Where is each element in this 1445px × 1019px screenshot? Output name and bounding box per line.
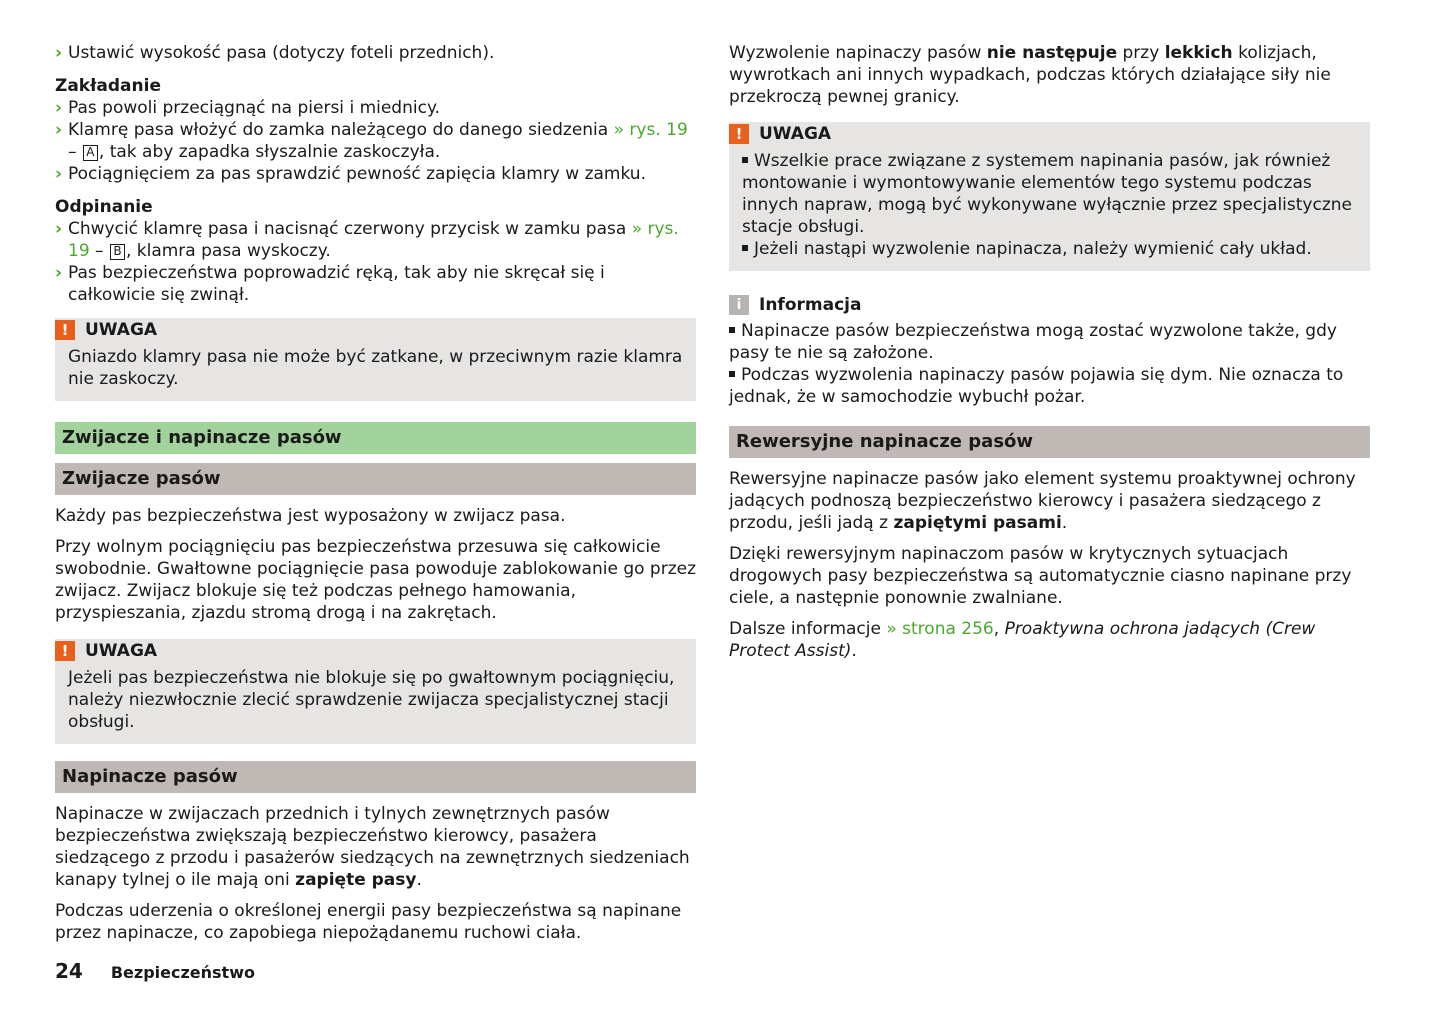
square-bullet-icon — [729, 327, 735, 333]
chevron-icon: › — [55, 263, 63, 283]
paragraph-text: . — [416, 870, 422, 890]
paragraph-text: kolizjach, wywrotkach ani innych wypadkach, podczas których działające siły nie przekroczą pewnej granicy. — [729, 43, 1331, 107]
list-item — [55, 119, 696, 163]
left-column — [55, 42, 696, 953]
info-header — [729, 294, 1370, 316]
chevron-icon: › — [55, 43, 63, 63]
warning-header — [55, 319, 683, 341]
list-item — [55, 218, 696, 262]
square-bullet-icon — [742, 157, 748, 163]
warning-icon: ! — [55, 641, 75, 661]
list-item-text: Pas bezpieczeństwa poprowadzić ręką, tak aby nie skręcał się i całkowicie się zwinął. — [68, 263, 605, 305]
dash: – — [89, 241, 109, 261]
warning-list-item — [742, 150, 1357, 238]
info-icon: i — [729, 295, 749, 315]
section-heading-zakladanie: Zakładanie — [55, 76, 161, 96]
paragraph — [729, 468, 1370, 534]
paragraph-bold: lekkich — [1164, 43, 1233, 63]
info-list-item — [729, 364, 1370, 408]
paragraph — [729, 42, 1370, 108]
paragraph-text: Rewersyjne napinacze pasów jako element systemu proaktywnej ochrony jadących podnoszą bezpieczeństwo kierowcy i pasażera siedzącego z przodu, jeśli jadą z — [729, 469, 1356, 533]
warning-title: UWAGA — [759, 124, 832, 144]
chevron-icon: › — [55, 219, 63, 239]
paragraph-text: . — [851, 641, 857, 661]
page-link[interactable]: » strona 256 — [886, 619, 994, 639]
key-label-a: A — [83, 145, 98, 161]
info-text: Podczas wyzwolenia napinaczy pasów pojawia się dym. Nie oznacza to jednak, że w samochodzie wybuchł pożar. — [729, 365, 1344, 407]
list-item — [55, 42, 696, 64]
warning-icon: ! — [729, 124, 749, 144]
section-heading-odpinanie: Odpinanie — [55, 197, 153, 217]
list-item-text: Klamrę pasa włożyć do zamka należącego do danego siedzenia — [68, 120, 614, 140]
paragraph-bold: zapięte pasy — [295, 870, 417, 890]
list-item-text: , klamra pasa wyskoczy. — [125, 241, 331, 261]
warning-box — [55, 318, 696, 401]
warning-text: Jeżeli nastąpi wyzwolenie napinacza, należy wymienić cały układ. — [754, 239, 1312, 259]
list-item-text: Pociągnięciem za pas sprawdzić pewność zapięcia klamry w zamku. — [68, 164, 646, 184]
chevron-icon: › — [55, 120, 63, 140]
square-bullet-icon — [729, 371, 735, 377]
paragraph-text: Wyzwolenie napinaczy pasów — [729, 43, 987, 63]
paragraph-text: Dalsze informacje — [729, 619, 887, 639]
list-item-text: Ustawić wysokość pasa (dotyczy foteli przednich). — [68, 43, 495, 63]
warning-header — [729, 123, 1357, 145]
list-item-text: , tak aby zapadka słyszalnie zaskoczyła. — [98, 142, 441, 162]
paragraph: Każdy pas bezpieczeństwa jest wyposażony w zwijacz pasa. — [55, 506, 566, 526]
warning-box — [729, 122, 1370, 271]
paragraph — [729, 618, 1370, 662]
paragraph — [55, 803, 696, 891]
warning-icon: ! — [55, 320, 75, 340]
list-item — [55, 97, 696, 119]
warning-title: UWAGA — [85, 641, 158, 661]
paragraph: Dzięki rewersyjnym napinaczom pasów w krytycznych sytuacjach drogowych pasy bezpieczeństwa są automatycznie ciasno napinane przy ciele, a następnie ponownie zwalniane. — [729, 544, 1352, 608]
paragraph-bold: zapiętymi pasami — [893, 513, 1062, 533]
list-item-text: Chwycić klamrę pasa i nacisnąć czerwony przycisk w zamku pasa — [68, 219, 632, 239]
page-footer — [55, 960, 255, 984]
paragraph-text: , — [993, 619, 1005, 639]
paragraph: Przy wolnym pociągnięciu pas bezpieczeństwa przesuwa się całkowicie swobodnie. Gwałtowne pociągnięcie pasa powoduje zablokowanie go przez zwijacz. Zwijacz blokuje się też podczas pełnego hamowania, przyspieszania, zjazdu stromą drogą i na zakrętach. — [55, 537, 696, 623]
paragraph-text: Napinacze w zwijaczach przednich i tylnych zewnętrznych pasów bezpieczeństwa zwiększają bezpieczeństwo kierowcy, pasażera siedzącego z przodu i pasażerów siedzących na zewnętrznych siedzeniach kanapy tylnej o ile mają oni — [55, 804, 690, 890]
info-text: Napinacze pasów bezpieczeństwa mogą zostać wyzwolone także, gdy pasy te nie są założone. — [729, 321, 1337, 363]
list-item-text: Pas powoli przeciągnąć na piersi i miednicy. — [68, 98, 440, 118]
warning-title: UWAGA — [85, 320, 158, 340]
list-item — [55, 163, 696, 185]
warning-box — [55, 639, 696, 744]
figure-link[interactable]: » rys. 19 — [613, 120, 688, 140]
right-column — [729, 42, 1370, 671]
section-heading-zwijacze: Zwijacze pasów — [55, 463, 696, 495]
paragraph-text: przy — [1117, 43, 1165, 63]
warning-text: Jeżeli pas bezpieczeństwa nie blokuje się po gwałtownym pociągnięciu, należy niezwłocznie zlecić sprawdzenie zwijacza specjalistycznej stacji obsługi. — [68, 668, 675, 732]
chevron-icon: › — [55, 164, 63, 184]
chevron-icon: › — [55, 98, 63, 118]
warning-text: Wszelkie prace związane z systemem napinania pasów, jak również montowanie i wymontowywanie elementów tego systemu podczas innych napraw, mogą być wykonywane wyłącznie przez specjalistyczne stacje obsługi. — [742, 151, 1352, 237]
page-number: 24 — [55, 959, 83, 983]
section-heading-napinacze: Napinacze pasów — [55, 761, 696, 793]
warning-list-item — [742, 238, 1357, 260]
section-heading-rewersyjne: Rewersyjne napinacze pasów — [729, 426, 1370, 458]
key-label-b: B — [110, 244, 125, 260]
footer-section-title: Bezpieczeństwo — [110, 963, 255, 982]
warning-text: Gniazdo klamry pasa nie może być zatkane, w przeciwnym razie klamra nie zaskoczy. — [68, 347, 683, 389]
dash: – — [68, 142, 82, 162]
info-title: Informacja — [759, 295, 862, 315]
paragraph-bold: nie następuje — [986, 43, 1118, 63]
chapter-heading: Zwijacze i napinacze pasów — [55, 422, 696, 454]
warning-header — [55, 640, 683, 662]
figure-link[interactable]: » rys. 19 — [68, 219, 679, 261]
list-item — [55, 262, 696, 306]
paragraph: Podczas uderzenia o określonej energii pasy bezpieczeństwa są napinane przez napinacze, co zapobiega niepożądanemu ruchowi ciała. — [55, 901, 682, 943]
info-list-item — [729, 320, 1370, 364]
paragraph-italic: Proaktywna ochrona jadących (Crew Protect Assist) — [729, 619, 1316, 661]
paragraph-text: . — [1061, 513, 1068, 533]
square-bullet-icon — [742, 245, 748, 251]
